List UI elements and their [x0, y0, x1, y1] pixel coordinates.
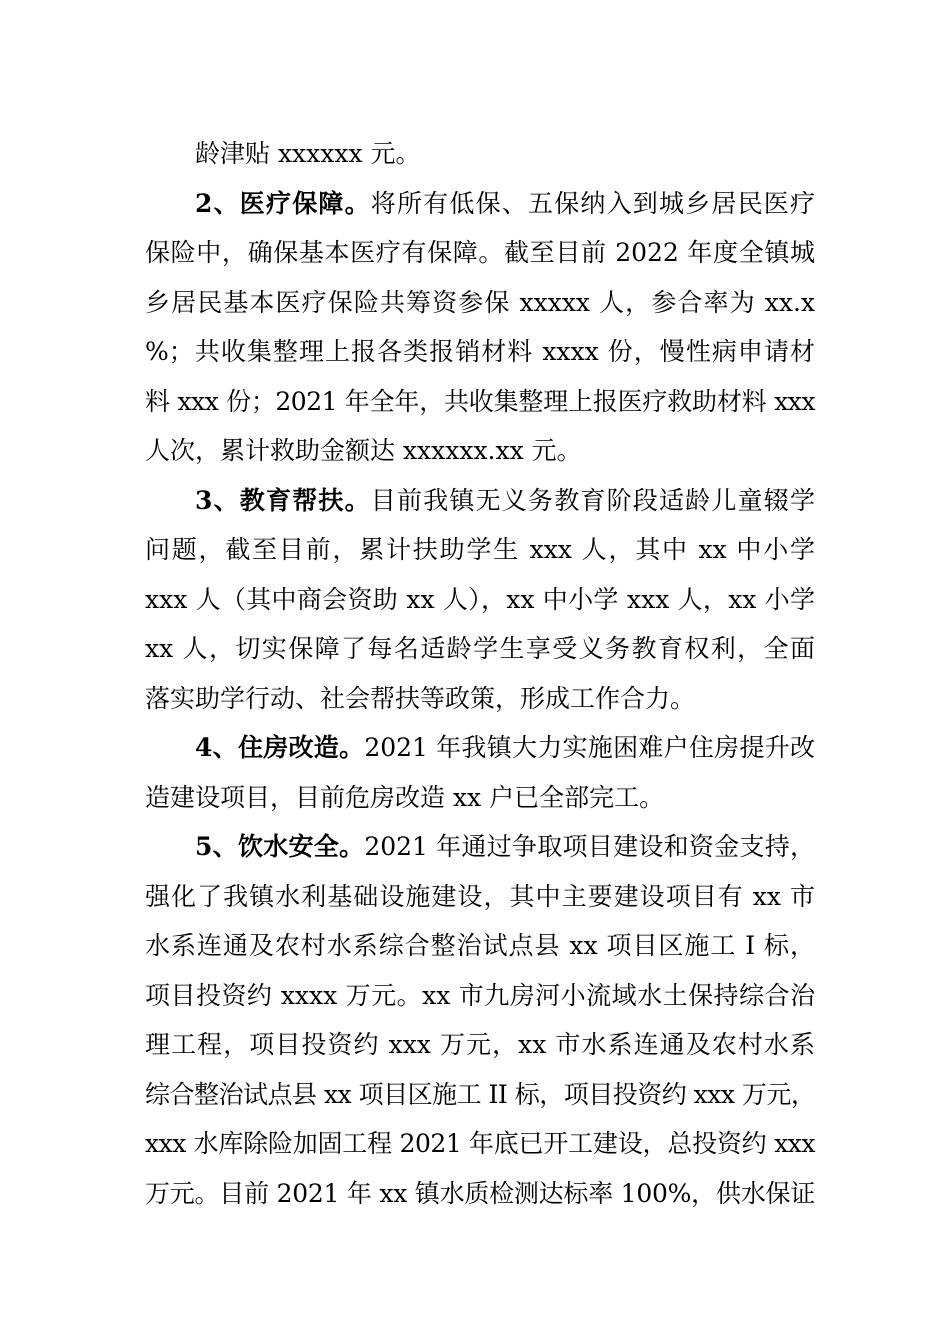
line-text: 问题，截至目前，累计扶助学生 xxx 人，其中 xx 中小学 [145, 535, 815, 564]
line-text: 2021 年通过争取项目建设和资金支持， [364, 832, 815, 861]
text-line [145, 327, 815, 377]
line-text: xx 人，切实保障了每名适龄学生享受义务教育权利，全面 [145, 634, 815, 663]
line-text: 将所有低保、五保纳入到城乡居民医疗 [370, 188, 815, 218]
line-text: 综合整治试点县 xx 项目区施工 II 标，项目投资约 xxx 万元， [145, 1079, 816, 1109]
text-line [145, 377, 815, 427]
section-heading-water: 5、饮水安全。 [195, 832, 365, 861]
line-text: 项目投资约 xxxx 万元。xx 市九房河小流域水土保持综合治 [145, 980, 815, 1010]
text-line [145, 971, 815, 1021]
line-text: 目前我镇无义务教育阶段适龄儿童辍学 [370, 485, 815, 515]
text-line [145, 1169, 815, 1219]
text-line [145, 426, 815, 476]
text-line [145, 1020, 815, 1070]
section-heading-line-medical [145, 179, 815, 229]
line-text: 人次，累计救助金额达 xxxxxx.xx 元。 [145, 436, 582, 465]
text-line [145, 872, 815, 922]
line-text: 保险中，确保基本医疗有保障。截至目前 2022 年度全镇城 [145, 238, 815, 267]
section-heading-line-education [145, 476, 815, 526]
text-line [145, 1119, 815, 1169]
section-heading-medical: 2、医疗保障。 [195, 188, 371, 218]
line-text: 水系连通及农村水系综合整治试点县 xx 项目区施工 I 标， [145, 931, 815, 960]
section-heading-line-housing [145, 723, 815, 773]
line-text: 万元。目前 2021 年 xx 镇水质检测达标率 100%，供水保证 [145, 1178, 815, 1208]
text-line [145, 1070, 815, 1120]
line-text: 2021 年我镇大力实施困难户住房提升改 [364, 733, 815, 762]
line-text: 龄津贴 xxxxxx 元。 [195, 139, 421, 168]
text-line [145, 129, 815, 179]
text-line [145, 773, 815, 823]
line-text: 造建设项目，目前危房改造 xx 户已全部完工。 [145, 782, 665, 812]
text-line [145, 624, 815, 674]
text-line [145, 921, 815, 971]
text-line [145, 674, 815, 724]
line-text: %；共收集整理上报各类报销材料 xxxx 份，慢性病申请材 [145, 337, 815, 366]
line-text: xxx 水库除险加固工程 2021 年底已开工建设，总投资约 xxx [145, 1129, 815, 1158]
line-text: xxx 人（其中商会资助 xx 人），xx 中小学 xxx 人，xx 小学 [145, 584, 815, 614]
line-text: 料 xxx 份；2021 年全年，共收集整理上报医疗救助材料 xxx [145, 386, 815, 416]
text-line [145, 525, 815, 575]
line-text: 理工程，项目投资约 xxx 万元，xx 市水系连通及农村水系 [145, 1030, 815, 1059]
document-body [145, 129, 815, 1218]
line-text: 落实助学行动、社会帮扶等政策，形成工作合力。 [145, 683, 696, 713]
text-line [145, 278, 815, 328]
text-line [145, 228, 815, 278]
line-text: 强化了我镇水利基础设施建设，其中主要建设项目有 xx 市 [145, 881, 815, 911]
line-text: 乡居民基本医疗保险共筹资参保 xxxxx 人，参合率为 xx.x [145, 287, 815, 317]
text-line [145, 575, 815, 625]
section-heading-line-water [145, 822, 815, 872]
section-heading-housing: 4、住房改造。 [195, 733, 365, 762]
section-heading-education: 3、教育帮扶。 [195, 485, 371, 515]
